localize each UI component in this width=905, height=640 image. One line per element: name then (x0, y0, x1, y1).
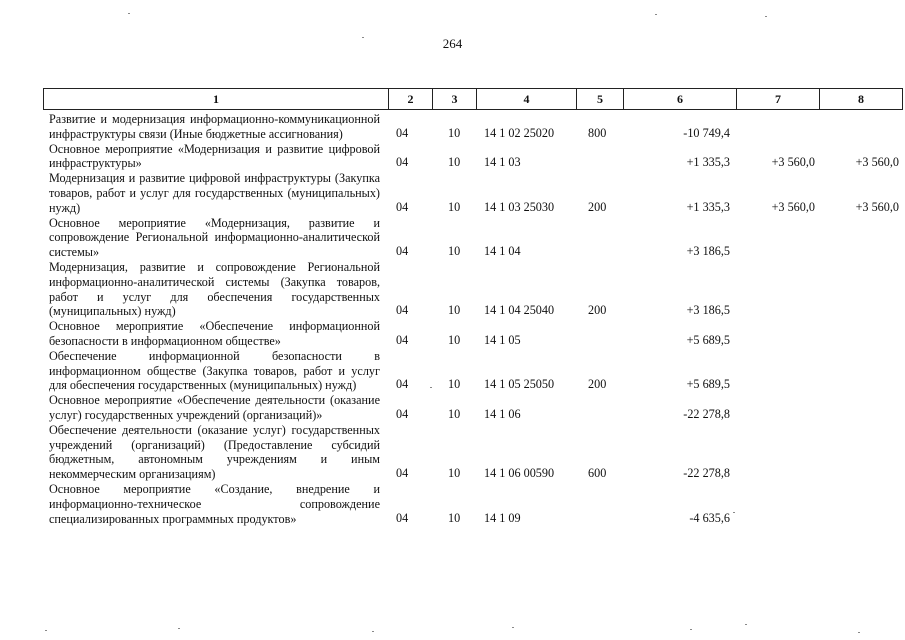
scan-speck (178, 628, 180, 629)
row-section: 04 (396, 155, 409, 170)
row-expense-type: 200 (588, 303, 607, 318)
row-expense-type (576, 170, 623, 171)
row-subsection: 10 (448, 466, 461, 481)
row-description: Обеспечение деятельности (оказание услуг) государственных учреждений (организаций) (Предоставление субсидий бюджетным, автономным учреждениям и иным некоммерческим организациям) (49, 422, 380, 482)
row-amount-3 (819, 422, 901, 423)
row-expense-type: 600 (588, 466, 607, 481)
scan-speck (430, 387, 432, 388)
scan-speck (733, 512, 735, 513)
table-row (43, 112, 901, 142)
row-expense-type (576, 422, 623, 423)
row-amount-2: +3 560,0 (771, 199, 815, 214)
row-amount-2 (736, 392, 819, 393)
row-amount-3: +3 560,0 (855, 199, 899, 214)
header-col-1: 1 (44, 89, 389, 109)
row-section: 04 (396, 406, 409, 421)
row-subsection: 10 (448, 244, 461, 259)
row-subsection: 10 (448, 125, 461, 140)
row-amount-2 (736, 318, 819, 319)
scan-speck (45, 630, 47, 631)
row-amount-1: -10 749,4 (683, 125, 730, 140)
row-subsection: 10 (448, 377, 461, 392)
row-amount-2 (736, 481, 819, 482)
row-amount-3 (819, 525, 901, 526)
page-number: 264 (442, 36, 463, 51)
row-description: Обеспечение информационной безопасности в информационном обществе (Закупка товаров, работ и услуг для обеспечения государственных (муниципальных) нужд) (49, 348, 380, 393)
row-amount-1: +1 335,3 (686, 199, 730, 214)
row-subsection: 10 (448, 199, 461, 214)
scan-speck (765, 16, 767, 17)
row-target-code: 14 1 06 (484, 406, 521, 421)
row-target-code: 14 1 03 (484, 155, 521, 170)
row-target-code: 14 1 09 (484, 510, 521, 525)
row-description: Основное мероприятие «Обеспечение деятельности (оказание услуг) государственных учреждений (организаций)» (49, 393, 380, 422)
row-expense-type (576, 348, 623, 349)
row-section: 04 (396, 125, 409, 140)
header-col-8: 8 (858, 91, 864, 106)
table-row (43, 423, 901, 482)
row-amount-1: -22 278,8 (683, 406, 730, 421)
row-expense-type (576, 259, 623, 260)
scan-speck (128, 13, 130, 14)
row-target-code: 14 1 02 25020 (484, 125, 555, 140)
row-target-code: 14 1 05 (484, 332, 521, 347)
row-target-code: 14 1 03 25030 (484, 199, 555, 214)
row-section: 04 (396, 199, 409, 214)
table-header (43, 88, 903, 110)
table-row (43, 260, 901, 319)
row-subsection: 10 (448, 406, 461, 421)
row-expense-type: 800 (588, 125, 607, 140)
header-col-7: 7 (737, 89, 820, 109)
scan-speck (690, 629, 692, 630)
row-amount-3 (819, 259, 901, 260)
row-amount-1: +5 689,5 (686, 332, 730, 347)
row-amount-3 (819, 481, 901, 482)
table-row (43, 482, 901, 526)
row-amount-3 (819, 318, 901, 319)
row-amount-1: +3 186,5 (686, 244, 730, 259)
table-body (43, 112, 901, 526)
table-row (43, 142, 901, 172)
row-subsection: 10 (448, 303, 461, 318)
row-description: Развитие и модернизация информационно-коммуникационной инфраструктуры связи (Иные бюджетные ассигнования) (49, 112, 380, 141)
row-amount-2 (736, 259, 819, 260)
row-amount-2 (736, 141, 819, 142)
header-col-4: 4 (477, 89, 577, 109)
scan-speck (372, 631, 374, 632)
row-subsection: 10 (448, 510, 461, 525)
row-description: Модернизация и развитие цифровой инфраструктуры (Закупка товаров, работ и услуг для государственных (муниципальных) нужд) (49, 171, 380, 215)
row-amount-3: +3 560,0 (855, 155, 899, 170)
row-expense-type: 200 (588, 199, 607, 214)
row-amount-1: -4 635,6 (689, 510, 730, 525)
table-row (43, 319, 901, 349)
header-col-5: 5 (577, 89, 624, 109)
scan-speck (858, 632, 860, 633)
row-subsection: 10 (448, 332, 461, 347)
row-section: 04 (396, 332, 409, 347)
row-amount-1: +1 335,3 (686, 155, 730, 170)
row-amount-1: -22 278,8 (683, 466, 730, 481)
row-section: 04 (396, 510, 409, 525)
row-expense-type: 200 (588, 377, 607, 392)
row-amount-1: +3 186,5 (686, 303, 730, 318)
table-row (43, 171, 901, 215)
row-target-code: 14 1 05 25050 (484, 377, 555, 392)
row-target-code: 14 1 04 (484, 244, 521, 259)
row-amount-1: +5 689,5 (686, 377, 730, 392)
header-col-2: 2 (389, 89, 433, 109)
table-row (43, 349, 901, 393)
table-row (43, 393, 901, 423)
row-expense-type (576, 525, 623, 526)
header-col-6: 6 (624, 89, 737, 109)
row-amount-2 (736, 348, 819, 349)
row-amount-3 (819, 141, 901, 142)
scan-speck (512, 627, 514, 628)
header-col-3: 3 (433, 89, 477, 109)
scan-speck (745, 624, 747, 625)
row-amount-3 (819, 392, 901, 393)
row-section: 04 (396, 244, 409, 259)
row-target-code: 14 1 04 25040 (484, 303, 555, 318)
row-description: Основное мероприятие «Модернизация и развитие цифровой инфраструктуры» (49, 141, 380, 171)
row-target-code: 14 1 06 00590 (484, 466, 555, 481)
row-section: 04 (396, 466, 409, 481)
row-amount-3 (819, 348, 901, 349)
row-amount-2: +3 560,0 (771, 155, 815, 170)
row-section: 04 (396, 303, 409, 318)
table-row (43, 216, 901, 260)
row-description: Основное мероприятие «Модернизация, развитие и сопровождение Региональной информационно-аналитической системы» (49, 215, 380, 260)
scan-speck (362, 37, 364, 38)
scan-speck (655, 14, 657, 15)
row-description: Основное мероприятие «Создание, внедрение и информационно-техническое сопровождение специализированных программных продуктов» (49, 481, 380, 526)
row-section: 04 (396, 377, 409, 392)
row-amount-2 (736, 525, 819, 526)
row-amount-2 (736, 422, 819, 423)
row-subsection: 10 (448, 155, 461, 170)
row-description: Основное мероприятие «Обеспечение информационной безопасности в информационном обществе» (49, 319, 380, 348)
row-description: Модернизация, развитие и сопровождение Региональной информационно-аналитической системы (Закупка товаров, работ и услуг для обеспечения государственных (муниципальных) нужд) (49, 259, 380, 319)
